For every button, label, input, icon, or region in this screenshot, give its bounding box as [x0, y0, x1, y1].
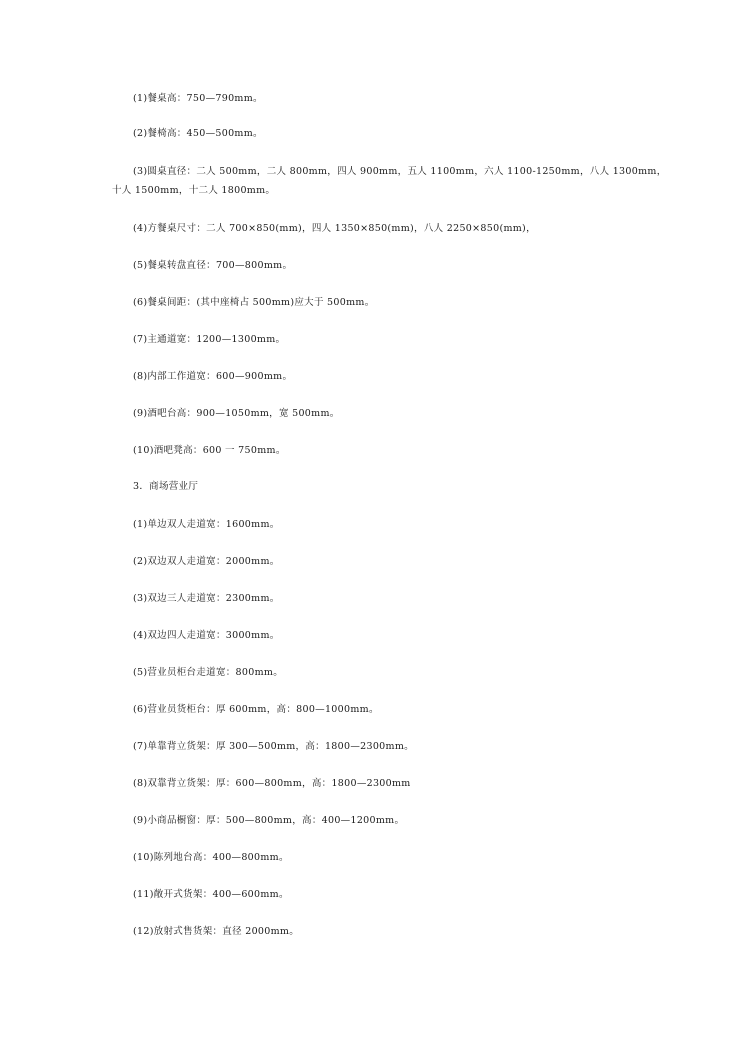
- section-heading-retail-hall: 3．商场营业厅: [133, 481, 199, 492]
- text-line-internal-aisle-width: (8)内部工作道宽：600—900mm。: [133, 371, 293, 382]
- text-line-turntable-diameter: (5)餐桌转盘直径：700—800mm。: [133, 260, 293, 271]
- text-line-single-back-shelf: (7)单靠背立货架：厚 300—500mm，高：1800—2300mm。: [133, 741, 414, 752]
- text-line-radial-shelf: (12)放射式售货架：直径 2000mm。: [133, 926, 300, 937]
- text-line-small-goods-window: (9)小商品橱窗：厚：500—800mm，高：400—1200mm。: [133, 815, 405, 826]
- text-line-round-table-diameter: (3)圆桌直径：二人 500mm，二人 800mm，四人 900mm，五人 1100mm，六人 1100-1250mm，八人 1300mm，: [133, 166, 667, 177]
- text-line-square-table-size: (4)方餐桌尺寸：二人 700×850(mm)，四人 1350×850(mm)，八人 2250×850(mm)，: [133, 223, 536, 234]
- text-line-double-side-three-person-aisle: (3)双边三人走道宽：2300mm。: [133, 593, 280, 604]
- text-line-bar-counter-height: (9)酒吧台高：900—1050mm，宽 500mm。: [133, 408, 340, 419]
- text-line-table-spacing: (6)餐桌间距：(其中座椅占 500mm)应大于 500mm。: [133, 297, 375, 308]
- text-line-clerk-counter: (6)营业员货柜台：厚 600mm，高：800—1000mm。: [133, 704, 379, 715]
- text-line-single-side-aisle: (1)单边双人走道宽：1600mm。: [133, 519, 280, 530]
- text-line-dining-chair-height: (2)餐椅高：450—500mm。: [133, 128, 263, 139]
- text-line-bar-stool-height: (10)酒吧凳高：600 一 750mm。: [133, 445, 286, 456]
- text-line-clerk-counter-aisle: (5)营业员柜台走道宽：800mm。: [133, 667, 284, 678]
- text-line-open-shelf: (11)敞开式货架：400—600mm。: [133, 889, 289, 900]
- text-line-round-table-diameter-cont: 十人 1500mm，十二人 1800mm。: [112, 185, 276, 196]
- text-line-display-platform-height: (10)陈列地台高：400—800mm。: [133, 852, 289, 863]
- text-line-double-side-four-person-aisle: (4)双边四人走道宽：3000mm。: [133, 630, 280, 641]
- text-line-dining-table-height: (1)餐桌高：750—790mm。: [133, 93, 263, 104]
- text-line-double-back-shelf: (8)双靠背立货架：厚：600—800mm，高：1800—2300mm: [133, 778, 411, 789]
- text-line-main-aisle-width: (7)主通道宽：1200—1300mm。: [133, 334, 286, 345]
- text-line-double-side-two-person-aisle: (2)双边双人走道宽：2000mm。: [133, 556, 280, 567]
